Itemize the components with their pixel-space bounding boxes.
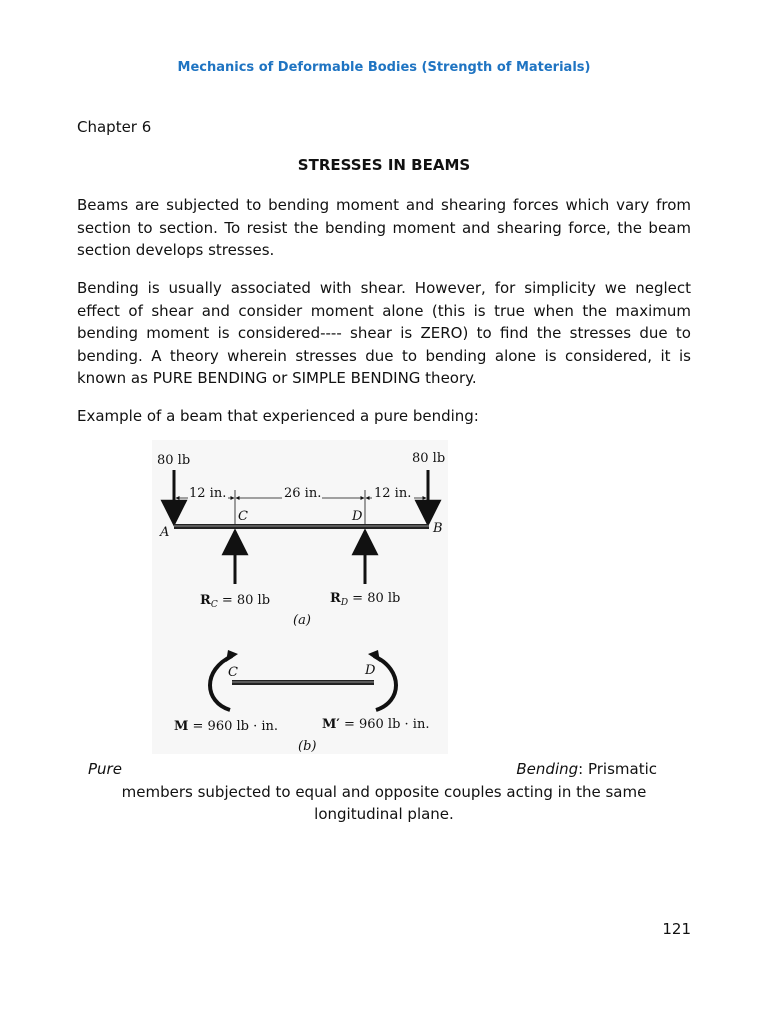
caption-text: members subjected to equal and opposite couples acting in the same longitudinal plane. (121, 782, 647, 823)
paragraph: Bending is usually associated with shear. However, for simplicity we neglect effect of shear and consider moment alone (this is true when the maximum bending moment is considered---- shear is ZERO) to find the stresses due to bending. A theory wherein stresses due to bending alone is considered, it is known as PURE BENDING or SIMPLE BENDING theory. (77, 279, 691, 387)
load-left-label: 80 lb (157, 453, 191, 468)
point-b-label: B (433, 521, 443, 536)
figure-caption (77, 758, 691, 826)
caption-term-2: Bending (516, 760, 579, 778)
paragraph: Beams are subjected to bending moment and shearing forces which vary from section to section. To resist the bending moment and shearing force, the beam section develops stresses. (77, 196, 691, 259)
figure-a (157, 451, 445, 628)
moment-left-label: M = 960 lb · in. (174, 719, 279, 734)
figure-a-label: (a) (293, 613, 311, 628)
beam (174, 524, 429, 529)
figure-b (174, 650, 429, 754)
dim-right-label: 12 in. (374, 486, 412, 501)
point-c-label: C (238, 509, 248, 524)
pure-bending-figure (152, 440, 448, 754)
paragraph: Example of a beam that experienced a pure bending: (77, 407, 479, 425)
segment-point-d-label: D (365, 663, 376, 678)
reaction-c-label: $R_C = 80$ lb (200, 593, 271, 610)
caption-term: Pure (88, 760, 122, 778)
point-a-label: A (160, 525, 170, 540)
point-d-label: D (352, 509, 363, 524)
dim-left-label: 12 in. (189, 486, 227, 501)
segment-point-c-label: C (228, 665, 238, 680)
moment-right-label: M′ = 960 lb · in. (322, 717, 430, 732)
running-header: Mechanics of Deformable Bodies (Strength of Materials) (177, 60, 591, 75)
chapter-label: Chapter 6 (77, 118, 152, 136)
moment-right-arrow (374, 656, 396, 710)
caption-after-term: : Prismatic (578, 760, 657, 778)
dim-mid-label: 26 in. (284, 486, 322, 501)
page-number: 121 (662, 920, 691, 938)
beam-segment (232, 680, 374, 685)
figure-b-label: (b) (298, 739, 317, 754)
reaction-d-label: $R_D = 80$ lb (330, 591, 401, 608)
section-title: STRESSES IN BEAMS (297, 156, 471, 174)
load-right-label: 80 lb (412, 451, 446, 466)
beam-diagram (152, 440, 448, 754)
